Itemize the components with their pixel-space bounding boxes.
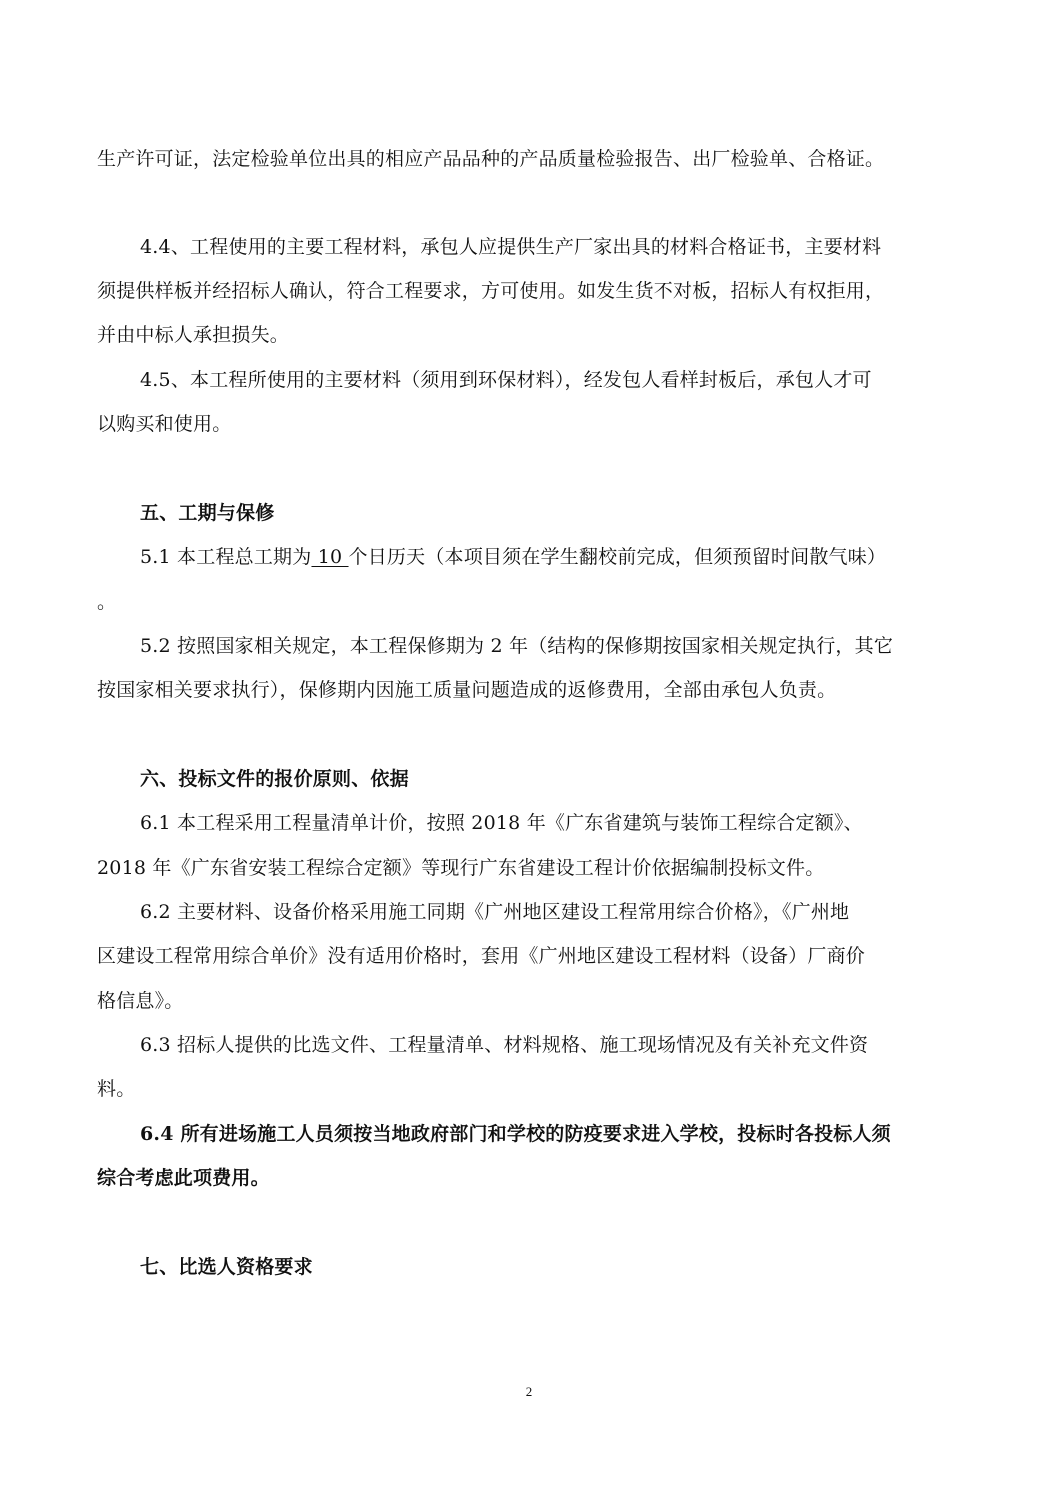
paragraph-5-1-line-1 [140,545,963,569]
paragraph-4-5-line-2: 以购买和使用。 [97,413,232,435]
paragraph-6-1-line-2: 2018 年《广东省安装工程综合定额》等现行广东省建设工程计价依据编制投标文件。 [97,857,825,879]
paragraph-5-2-line-2: 按国家相关要求执行），保修期内因施工质量问题造成的返修费用，全部由承包人负责。 [97,679,837,701]
paragraph-5-1-text-b: 个日历天（本项目须在学生翻校前完成，但须预留时间散气味） [348,546,887,568]
paragraph-4-5-line-1: 4.5、本工程所使用的主要材料（须用到环保材料），经发包人看样封板后，承包人才可 [140,369,872,391]
paragraph-5-2-line-1: 5.2 按照国家相关规定，本工程保修期为 2 年（结构的保修期按国家相关规定执行，其它 [140,635,894,657]
paragraph-6-1-line-1: 6.1 本工程采用工程量清单计价，按照 2018 年《广东省建筑与装饰工程综合定额》、 [140,812,863,834]
paragraph-6-2-line-3: 格信息》。 [97,990,184,1012]
section-heading-7: 七、比选人资格要求 [140,1256,313,1278]
paragraph-5-1-text-a: 5.1 本工程总工期为 [140,546,312,568]
paragraph-6-3-line-1: 6.3 招标人提供的比选文件、工程量清单、材料规格、施工现场情况及有关补充文件资 [140,1034,869,1056]
text-line: 生产许可证，法定检验单位出具的相应产品品种的产品质量检验报告、出厂检验单、合格证。 [97,148,885,170]
paragraph-4-4-line-2: 须提供样板并经招标人确认，符合工程要求，方可使用。如发生货不对板，招标人有权拒用， [97,280,885,302]
paragraph-4-4-line-1: 4.4、工程使用的主要工程材料，承包人应提供生产厂家出具的材料合格证书，主要材料 [140,236,882,258]
section-heading-6: 六、投标文件的报价原则、依据 [140,768,409,790]
page-number: 2 [525,1384,533,1399]
paragraph-4-4-line-3: 并由中标人承担损失。 [97,324,290,346]
paragraph-6-4-line-1: 6.4 所有进场施工人员须按当地政府部门和学校的防疫要求进入学校，投标时各投标人须 [140,1123,891,1145]
duration-days-value: 10 [311,546,349,568]
paragraph-5-1-line-2: 。 [97,591,117,613]
paragraph-6-3-line-2: 料。 [97,1078,136,1100]
paragraph-6-2-line-1: 6.2 主要材料、设备价格采用施工同期《广州地区建设工程常用综合价格》，《广州地 [140,901,850,923]
section-heading-5: 五、工期与保修 [140,502,275,524]
paragraph-6-2-line-2: 区建设工程常用综合单价》没有适用价格时，套用《广州地区建设工程材料（设备）厂商价 [97,945,866,967]
paragraph-6-4-line-2: 综合考虑此项费用。 [97,1167,270,1189]
